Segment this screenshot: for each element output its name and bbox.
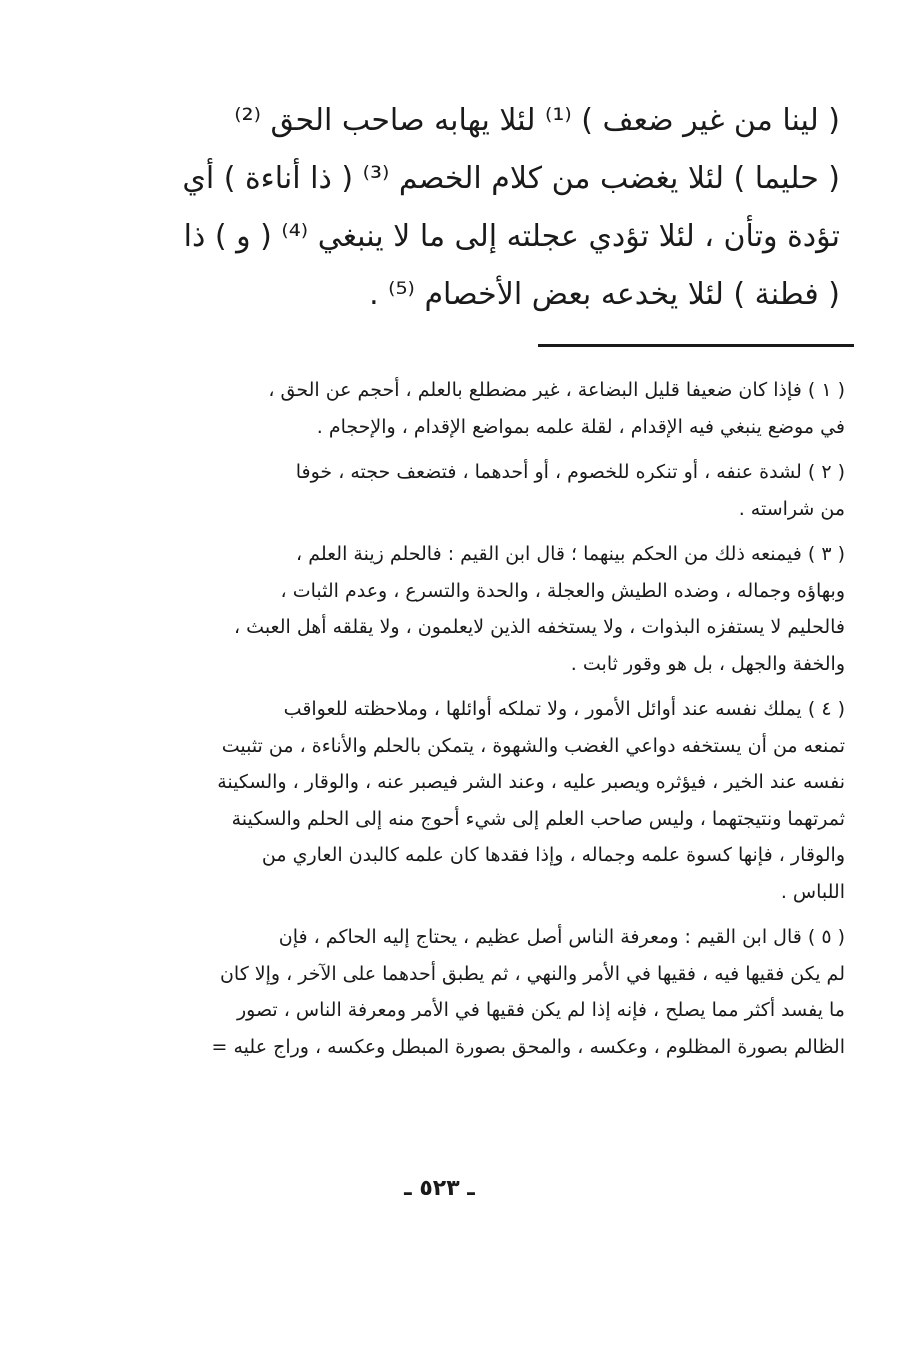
footnote-line: وبهاؤه وجماله ، وضده الطيش والعجلة ، والحدة والتسرع ، وعدم الثبات ، bbox=[280, 579, 845, 602]
footnote-line: من شراسته . bbox=[738, 497, 845, 520]
footnote-line: الظالم بصورة المظلوم ، وعكسه ، والمحق بصورة المبطل وعكسه ، وراج عليه = bbox=[211, 1035, 845, 1058]
footnote-line: نفسه عند الخير ، فيؤثره ويصبر عليه ، وعند الشر فيصبر عنه ، والوقار ، والسكينة bbox=[217, 771, 845, 793]
main-text-line: ( فطنة ) لئلا يخدعه بعض الأخصام ⁽⁵⁾ . bbox=[369, 277, 840, 312]
footnote-line: ( ١ ) فإذا كان ضعيفا قليل البضاعة ، غير مضطلع بالعلم ، أحجم عن الحق ، bbox=[268, 379, 845, 401]
footnote-4 bbox=[125, 691, 845, 910]
footnote-2 bbox=[125, 454, 845, 527]
footnote-line: ( ٣ ) فيمنعه ذلك من الحكم بينهما ؛ قال ابن القيم : فالحلم زينة العلم ، bbox=[296, 543, 845, 565]
footnote-line: فالحليم لا يستفزه البذوات ، ولا يستخفه الذين لايعلمون ، ولا يقلقه أهل العبث ، bbox=[234, 616, 845, 638]
footnote-separator bbox=[538, 344, 854, 347]
footnote-line: والوقار ، فإنها كسوة علمه وجماله ، وإذا فقدها كان علمه كالبدن العاري من bbox=[261, 844, 845, 866]
footnote-line: تمنعه من أن يستخفه دواعي الغضب والشهوة ، يتمكن بالحلم والأناءة ، من تثبيت bbox=[221, 734, 845, 757]
page-number: ـ ٥٢٣ ـ bbox=[404, 1176, 475, 1201]
footnote-line: اللباس . bbox=[780, 880, 845, 903]
footnote-3 bbox=[125, 536, 845, 682]
footnote-line: ما يفسد أكثر مما يصلح ، فإنه إذا لم يكن فقيها في الأمر ومعرفة الناس ، تصور bbox=[236, 999, 845, 1021]
footnote-line: ( ٥ ) قال ابن القيم : ومعرفة الناس أصل عظيم ، يحتاج إليه الحاكم ، فإن bbox=[278, 926, 845, 948]
main-text-line: ( لينا من غير ضعف ) ⁽¹⁾ لئلا يهابه صاحب الحق ⁽²⁾ bbox=[234, 103, 840, 138]
footnote-line: في موضع ينبغي فيه الإقدام ، لقلة علمه بمواضع الإقدام ، والإحجام . bbox=[316, 415, 845, 438]
footnote-line: ( ٢ ) لشدة عنفه ، أو تنكره للخصوم ، أو أحدهما ، فتضعف حجته ، خوفا bbox=[295, 461, 845, 483]
footnote-5 bbox=[125, 919, 845, 1065]
main-text-line: ( حليما ) لئلا يغضب من كلام الخصم ⁽³⁾ ( ذا أناءة ) أي bbox=[182, 161, 840, 196]
main-text-block bbox=[110, 92, 840, 324]
footnotes-section bbox=[125, 372, 845, 1074]
footnote-line: ( ٤ ) يملك نفسه عند أوائل الأمور ، ولا تملكه أوائلها ، وملاحظته للعواقب bbox=[283, 698, 845, 720]
footnote-line: لم يكن فقيها فيه ، فقيها في الأمر والنهي ، ثم يطبق أحدهما على الآخر ، وإلا كان bbox=[219, 962, 845, 985]
footnote-line: ثمرتهما ونتيجتهما ، وليس صاحب العلم إلى شيء أحوج منه إلى الحلم والسكينة bbox=[231, 807, 845, 830]
footnote-1 bbox=[125, 372, 845, 445]
main-text-line: تؤدة وتأن ، لئلا تؤدي عجلته إلى ما لا ينبغي ⁽⁴⁾ ( و ) ذا bbox=[183, 219, 840, 254]
footnote-line: والخفة والجهل ، بل هو وقور ثابت . bbox=[570, 652, 845, 675]
